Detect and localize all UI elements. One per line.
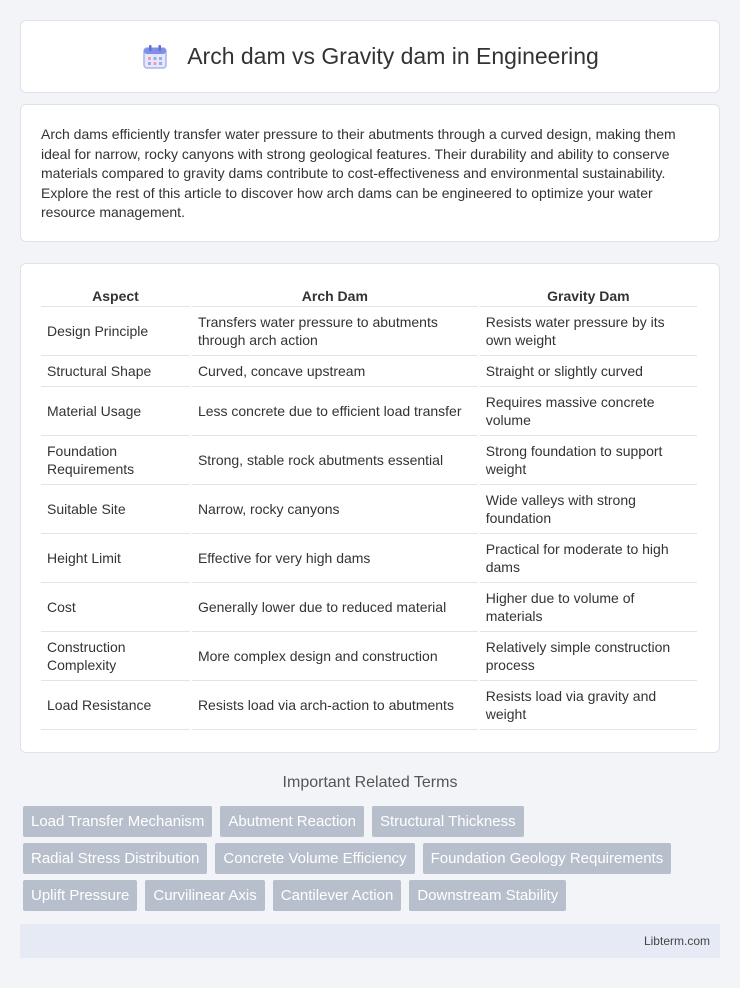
arch-dam-cell: Strong, stable rock abutments essential [192,437,478,485]
gravity-dam-cell: Requires massive concrete volume [480,388,697,436]
arch-dam-cell: Effective for very high dams [192,535,478,583]
aspect-cell: Design Principle [41,308,190,356]
gravity-dam-cell: Straight or slightly curved [480,357,697,387]
aspect-cell: Height Limit [41,535,190,583]
table-row [41,584,697,632]
table-row [41,388,697,436]
comparison-table [39,284,699,731]
arch-dam-cell: Less concrete due to efficient load transfer [192,388,478,436]
arch-dam-cell: Narrow, rocky canyons [192,486,478,534]
gravity-dam-cell: Relatively simple construction process [480,633,697,681]
table-row [41,437,697,485]
arch-dam-cell: Curved, concave upstream [192,357,478,387]
table-row [41,633,697,681]
tag-radial-stress-distribution[interactable]: Radial Stress Distribution [23,843,207,874]
comparison-card [20,263,720,753]
arch-dam-cell: Transfers water pressure to abutments through arch action [192,308,478,356]
tag-row [23,806,723,837]
column-header-aspect: Aspect [41,285,190,307]
tag-cantilever-action[interactable]: Cantilever Action [273,880,402,911]
intro-text: Arch dams efficiently transfer water pressure to their abutments through a curved design, making them ideal for narrow, rocky canyons with strong geological features. Their durability and ability to conserve materials compared to gravity dams contribute to cost-effectiveness and environmental sustainability. Explore the rest of this article to discover how arch dams can be engineered to optimize your water resource management. [41,126,676,221]
footer [20,924,720,958]
aspect-cell: Load Resistance [41,682,190,730]
table-row [41,357,697,387]
column-header-arch-dam: Arch Dam [192,285,478,307]
table-row [41,308,697,356]
aspect-cell: Construction Complexity [41,633,190,681]
gravity-dam-cell: Practical for moderate to high dams [480,535,697,583]
gravity-dam-cell: Higher due to volume of materials [480,584,697,632]
tag-load-transfer-mechanism[interactable]: Load Transfer Mechanism [23,806,212,837]
related-terms-title: Important Related Terms [282,774,458,791]
gravity-dam-cell: Resists water pressure by its own weight [480,308,697,356]
tag-abutment-reaction[interactable]: Abutment Reaction [220,806,364,837]
header-card [20,20,720,93]
aspect-cell: Material Usage [41,388,190,436]
intro-card [20,104,720,242]
calendar-icon [141,43,169,71]
table-row [41,486,697,534]
aspect-cell: Foundation Requirements [41,437,190,485]
tag-row [23,843,723,874]
gravity-dam-cell: Wide valleys with strong foundation [480,486,697,534]
tag-uplift-pressure[interactable]: Uplift Pressure [23,880,137,911]
gravity-dam-cell: Strong foundation to support weight [480,437,697,485]
arch-dam-cell: Generally lower due to reduced material [192,584,478,632]
gravity-dam-cell: Resists load via gravity and weight [480,682,697,730]
tag-foundation-geology-requirements[interactable]: Foundation Geology Requirements [423,843,672,874]
footer-site-link[interactable]: Libterm.com [643,934,710,948]
page-title: Arch dam vs Gravity dam in Engineering [187,43,599,69]
tag-curvilinear-axis[interactable]: Curvilinear Axis [145,880,264,911]
aspect-cell: Cost [41,584,190,632]
aspect-cell: Structural Shape [41,357,190,387]
tag-structural-thickness[interactable]: Structural Thickness [372,806,524,837]
tag-downstream-stability[interactable]: Downstream Stability [409,880,566,911]
table-row [41,682,697,730]
arch-dam-cell: Resists load via arch-action to abutments [192,682,478,730]
column-header-gravity-dam: Gravity Dam [480,285,697,307]
tag-row [23,880,723,911]
table-row [41,535,697,583]
table-header-row [41,285,697,307]
tag-concrete-volume-efficiency[interactable]: Concrete Volume Efficiency [215,843,414,874]
related-terms-tags [23,806,723,917]
arch-dam-cell: More complex design and construction [192,633,478,681]
aspect-cell: Suitable Site [41,486,190,534]
